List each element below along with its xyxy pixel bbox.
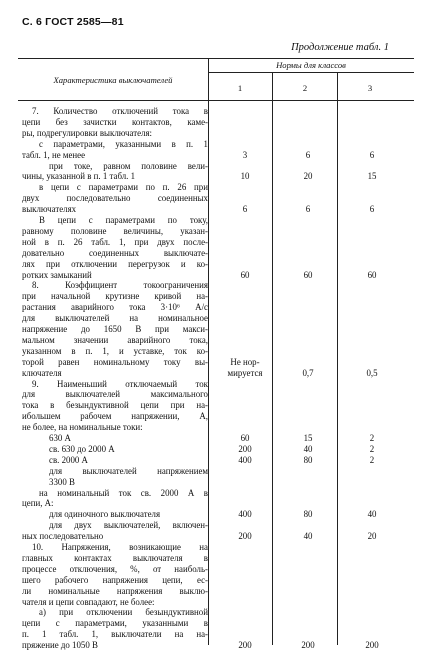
class-2-value: 80 xyxy=(303,509,313,520)
class-number-2: 2 xyxy=(302,83,308,93)
characteristic-text: чины, указанной в п. 1 табл. 1 xyxy=(22,171,136,182)
table-row xyxy=(0,204,431,215)
table-row xyxy=(0,444,431,455)
characteristic-text: главных контактах выключателя в xyxy=(22,552,208,563)
class-3-value: 200 xyxy=(365,640,379,651)
table-row xyxy=(0,586,431,597)
class-2-value: 80 xyxy=(303,454,313,465)
table-row xyxy=(0,161,431,172)
table-row xyxy=(0,270,431,281)
characteristic-text: тока в безындуктивной цепи при на- xyxy=(22,400,208,411)
class-3-value: 60 xyxy=(367,269,377,280)
table-continuation-label: Продолжение табл. 1 xyxy=(291,42,389,53)
characteristic-text: для выключателей напряжением xyxy=(49,465,208,476)
class-2-value: 40 xyxy=(303,443,313,454)
characteristic-text: в цепи с параметрами по п. 26 при xyxy=(39,182,208,193)
table-row xyxy=(0,466,431,477)
table-row xyxy=(0,324,431,335)
norms-header-divider xyxy=(208,72,414,73)
characteristic-text: В цепи с параметрами по току, xyxy=(39,215,208,225)
characteristic-text: 630 А xyxy=(49,433,71,443)
characteristic-text: а) при отключении безындуктивной xyxy=(39,607,208,618)
class-1-value: 200 xyxy=(238,640,252,651)
class-3-value: 2 xyxy=(369,443,375,454)
table-row xyxy=(0,477,431,488)
characteristic-text: при начальной крутизне кривой на- xyxy=(22,291,208,302)
characteristic-text: ры, подрегулировки выключателя: xyxy=(22,127,153,138)
norms-column-header: Нормы для классов xyxy=(276,60,346,70)
class-3-value: 0,5 xyxy=(366,367,378,378)
table-row xyxy=(0,597,431,608)
class-2-value: 0,7 xyxy=(302,367,314,378)
table-row xyxy=(0,520,431,531)
characteristic-text: растания аварийного тока 3·10⁶ А/с xyxy=(22,302,208,313)
class-2-value: 15 xyxy=(303,433,313,443)
class-1-value: 10 xyxy=(240,171,250,182)
characteristic-text: выключателях xyxy=(22,204,77,215)
characteristic-text: 3300 В xyxy=(49,476,75,487)
table-row xyxy=(0,640,431,651)
class-1-value: 6 xyxy=(242,204,248,215)
class-number-3: 3 xyxy=(367,83,373,93)
characteristic-text: торой равен номинальному току вы- xyxy=(22,356,208,367)
table-row xyxy=(0,193,431,204)
characteristic-text: равному половине величины, указан- xyxy=(22,225,208,236)
characteristic-text: процессе отключения, %, от наиболь- xyxy=(22,563,208,574)
characteristic-text: 9. Наименьший отключаемый ток xyxy=(32,378,208,389)
class-2-value: 20 xyxy=(303,171,313,182)
characteristic-text: п. 1 табл. 1, выключатели на на- xyxy=(22,629,208,640)
table-row xyxy=(0,182,431,193)
characteristic-text: двух последовательно соединенных xyxy=(22,193,208,204)
characteristic-text: ключателя xyxy=(22,367,62,378)
table-row xyxy=(0,171,431,182)
table-row xyxy=(0,498,431,509)
table-top-border xyxy=(18,58,414,59)
class-1-value: 60 xyxy=(240,433,250,443)
table-row xyxy=(0,106,431,117)
table-row xyxy=(0,531,431,542)
characteristic-text: для выключателей максимального xyxy=(22,389,208,400)
characteristic-text: с параметрами, указанными в п. 1 xyxy=(39,138,208,149)
table-row xyxy=(0,379,431,390)
class-3-value: 2 xyxy=(369,433,375,443)
characteristic-text: довательно соединенных выключате- xyxy=(22,247,208,258)
table-row xyxy=(0,618,431,629)
table-row xyxy=(0,259,431,270)
class-3-value: 15 xyxy=(367,171,377,182)
table-row xyxy=(0,607,431,618)
table-row xyxy=(0,564,431,575)
table-row xyxy=(0,575,431,586)
characteristic-text: лях при отключении перегрузок и ко- xyxy=(22,258,208,269)
characteristic-text: шего рабочего напряжения цепи, ес- xyxy=(22,574,208,585)
table-row xyxy=(0,433,431,444)
table-row xyxy=(0,488,431,499)
table-row xyxy=(0,455,431,466)
characteristic-text: 8. Коэффициент токоограничения xyxy=(32,280,208,291)
table-row xyxy=(0,346,431,357)
class-3-value: 2 xyxy=(369,454,375,465)
table-row xyxy=(0,280,431,291)
class-1-value: 400 xyxy=(238,509,252,520)
class-number-1: 1 xyxy=(237,83,243,93)
characteristic-text: ных последовательно xyxy=(22,531,104,542)
table-row xyxy=(0,400,431,411)
table-row xyxy=(0,313,431,324)
characteristic-column-header: Характеристика выключателей xyxy=(53,75,173,85)
table-row xyxy=(0,248,431,259)
characteristic-text: не более, на номинальные токи: xyxy=(22,422,143,433)
table-row xyxy=(0,368,431,379)
class-1-value: 3 xyxy=(242,149,248,160)
page-header: С. 6 ГОСТ 2585—81 xyxy=(22,16,124,28)
class-2-value: 6 xyxy=(305,204,311,215)
class-2-value: 200 xyxy=(301,640,315,651)
characteristic-text: ли номинальные напряжения выклю- xyxy=(22,585,208,596)
class-1-value: мируется xyxy=(227,367,263,378)
characteristic-text: чателя и цепи совпадают, не более: xyxy=(22,596,155,607)
class-1-value: 400 xyxy=(238,454,252,465)
characteristic-text: для двух выключателей, включен- xyxy=(49,520,208,531)
characteristic-text: для одиночного выключателя xyxy=(49,509,161,520)
table-row xyxy=(0,629,431,640)
characteristic-text: ротких замыканий xyxy=(22,269,92,280)
table-row xyxy=(0,389,431,400)
characteristic-text: на номинальный ток св. 2000 А в xyxy=(39,487,208,498)
class-1-value: 200 xyxy=(238,443,252,454)
table-row xyxy=(0,422,431,433)
class-3-value: 6 xyxy=(369,149,375,160)
table-header-bottom-border xyxy=(18,100,414,101)
class-1-value: 60 xyxy=(240,269,250,280)
class-2-value: 60 xyxy=(303,269,313,280)
table-row xyxy=(0,139,431,150)
characteristic-text: ибольшем рабочем напряжении, А, xyxy=(22,411,208,422)
table-row xyxy=(0,335,431,346)
characteristic-text: напряжение до 1650 В при макси- xyxy=(22,324,208,334)
table-row xyxy=(0,128,431,139)
characteristic-text: при токе, равном половине вели- xyxy=(49,160,208,171)
class-3-value: 20 xyxy=(367,531,377,542)
table-row xyxy=(0,117,431,128)
characteristic-text: цепи с параметрами, указанными в xyxy=(22,618,208,629)
table-row xyxy=(0,291,431,302)
class-1-value: 200 xyxy=(238,531,252,542)
table-row xyxy=(0,509,431,520)
characteristic-text: цепи без зачистки контактов, каме- xyxy=(22,116,208,127)
table-row xyxy=(0,150,431,161)
table-row xyxy=(0,237,431,248)
characteristic-text: указанном в п. 1, и уставке, ток ко- xyxy=(22,345,208,356)
characteristic-text: 10. Напряжения, возникающие на xyxy=(32,542,208,552)
characteristic-text: 7. Количество отключений тока в xyxy=(32,106,208,116)
class-2-value: 40 xyxy=(303,531,313,542)
table-row xyxy=(0,302,431,313)
table-row xyxy=(0,553,431,564)
table-row xyxy=(0,215,431,226)
characteristic-text: цепи, А: xyxy=(22,498,54,509)
characteristic-text: пряжение до 1050 В xyxy=(22,640,98,651)
characteristic-text: табл. 1, не менее xyxy=(22,149,86,160)
characteristic-text: мальном значении аварийного тока, xyxy=(22,334,208,345)
characteristic-text: для выключателей на номинальное xyxy=(22,313,208,324)
characteristic-text: св. 2000 А xyxy=(49,454,88,465)
class-1-value: Не нор- xyxy=(230,356,260,367)
characteristic-text: св. 630 до 2000 А xyxy=(49,443,115,454)
class-3-value: 40 xyxy=(367,509,377,520)
class-2-value: 6 xyxy=(305,149,311,160)
table-row xyxy=(0,542,431,553)
table-row xyxy=(0,226,431,237)
table-row xyxy=(0,357,431,368)
characteristic-text: ной в п. 26 табл. 1, при двух после- xyxy=(22,236,208,247)
table-row xyxy=(0,411,431,422)
class-3-value: 6 xyxy=(369,204,375,215)
